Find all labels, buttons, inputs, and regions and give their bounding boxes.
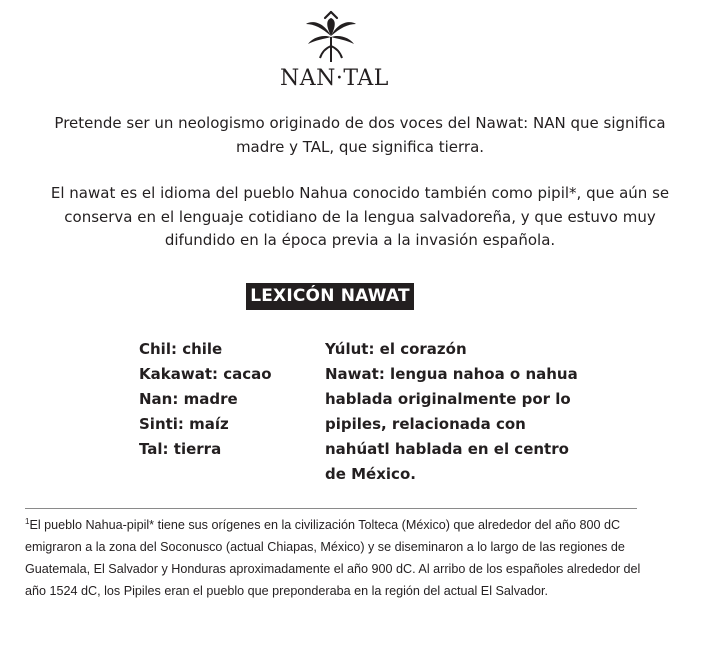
intro-paragraph-2: El nawat es el idioma del pueblo Nahua conocido también como pipil*, que aún se conserva en el lenguaje cotidiano de la lengua salvadoreña, y que estuvo muy difundido en la época previa a la invasión española. bbox=[50, 184, 670, 249]
lexicon-entry: Sinti: maíz bbox=[139, 415, 229, 433]
palm-leaf-icon bbox=[304, 8, 358, 64]
lexicon-entry: Nan: madre bbox=[139, 390, 238, 408]
intro-paragraph-1: Pretende ser un neologismo originado de dos voces del Nawat: NAN que significa madre y TAL, que significa tierra. bbox=[54, 114, 666, 156]
footnote-divider bbox=[25, 508, 637, 509]
intro-section bbox=[30, 112, 690, 253]
lexicon-left-column bbox=[139, 337, 309, 462]
lexicon-entry: Yúlut: el corazón bbox=[325, 340, 467, 358]
lexicon-right-column bbox=[325, 337, 585, 487]
footnote-text: El pueblo Nahua-pipil* tiene sus orígenes en la civilización Tolteca (México) que alrededor del año 800 dC emigraron a la zona del Soconusco (actual Chiapas, México) y se diseminaron a lo largo de las regiones de Guatemala, El Salvador y Honduras aproximadamente el año 900 dC. Al arribo de los españoles alrededor del año 1524 dC, los Pipiles eran el pueblo que preponderaba en la región del actual El Salvador. bbox=[25, 518, 641, 598]
lexicon-entry: Tal: tierra bbox=[139, 440, 222, 458]
brand-logo bbox=[280, 8, 389, 91]
brand-logo-text: NAN·TAL bbox=[280, 66, 389, 91]
footnote bbox=[25, 514, 645, 602]
footnote-marker: 1 bbox=[25, 517, 30, 526]
lexicon-entry: Nawat: lengua nahoa o nahua hablada originalmente por lo pipiles, relacionada con nahúatl hablada en el centro de México. bbox=[325, 365, 578, 483]
lexicon-title: LEXICÓN NAWAT bbox=[246, 283, 414, 310]
lexicon-entry: Kakawat: cacao bbox=[139, 365, 272, 383]
lexicon-entry: Chil: chile bbox=[139, 340, 223, 358]
